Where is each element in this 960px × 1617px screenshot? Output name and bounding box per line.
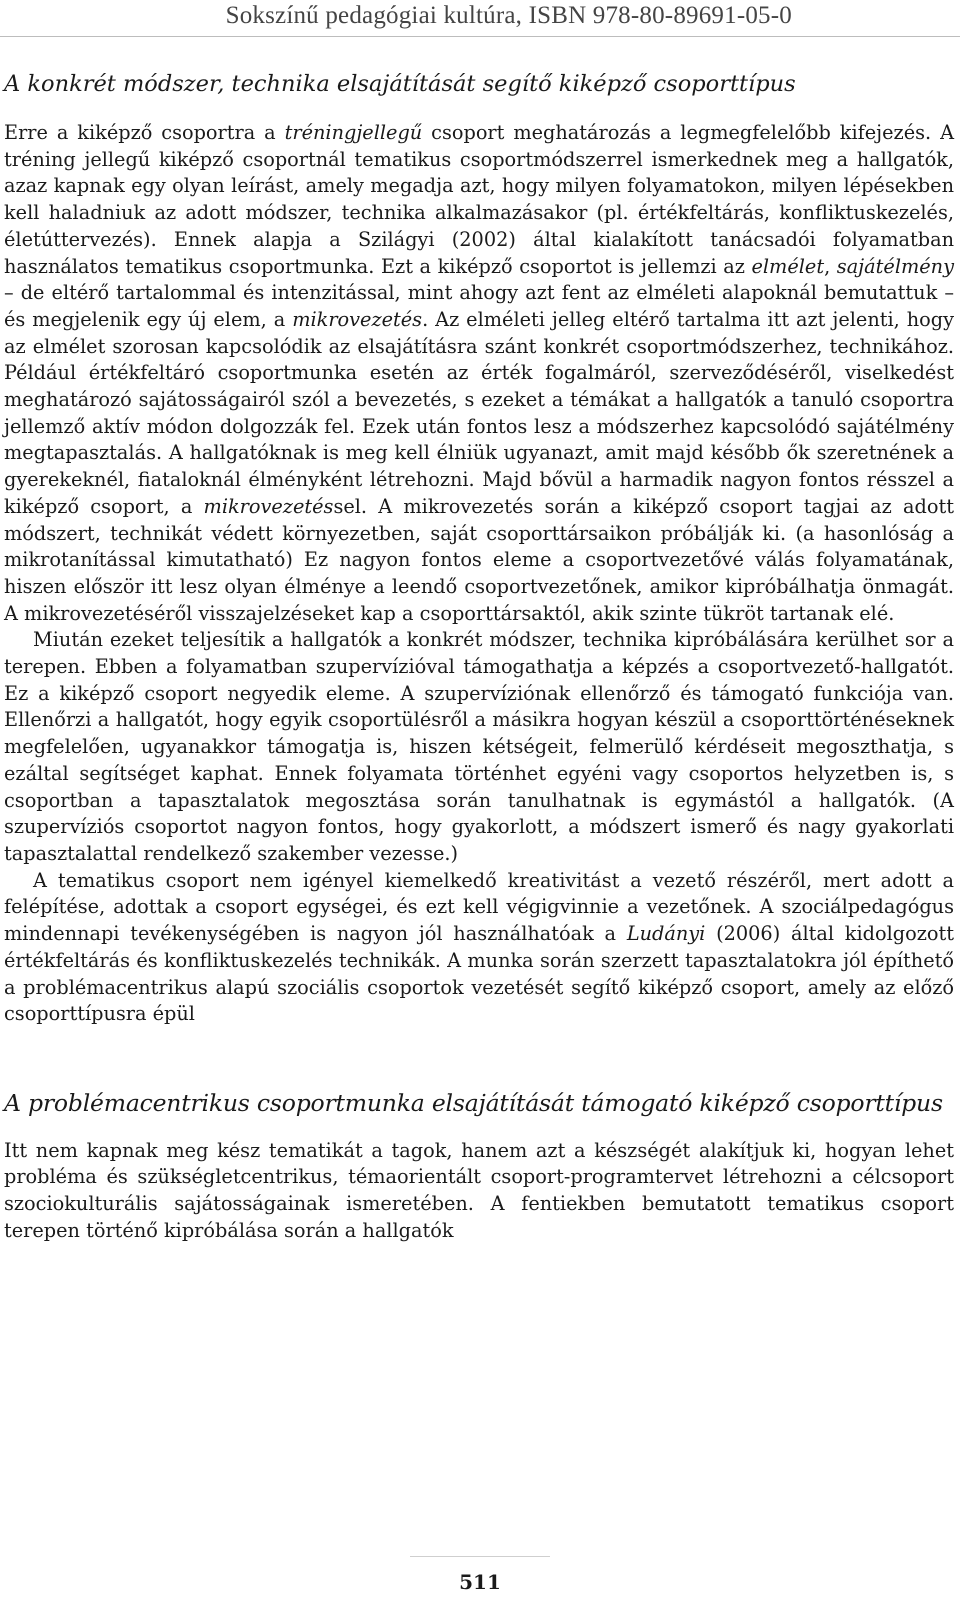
running-header	[0, 0, 960, 40]
text-run: Itt nem kapnak meg kész tematikát a tagok, hanem azt a készségét alakítjuk ki, hogyan lehet probléma és szükségletcentrikus, témaorientált csoport-programtervet létrehozni a célcsoport szociokulturális sajátosságainak ismeretében. A fentiekben bemutatott tematikus csoport terepen történő kipróbálása során a hallgatók	[4, 1138, 954, 1242]
text-run: Miután ezeket teljesítik a hallgatók a konkrét módszer, technika kipróbálására kerülhet sor a terepen. Ebben a folyamatban szupervízióval támogathatja a képzés a csoportvezető-hallgatót. Ez a kiképző csoport negyedik eleme. A szupervíziónak ellenőrző és támogató funkciója van. Ellenőrzi a hallgatót, hogy egyik csoportülésről a másikra hogyan készül a csoporttörténéseknek megfelelően, ugyanakkor támogatja is, hiszen kétségeit, felmerülő kérdéseit megoszthatja, s ezáltal segítséget kaphat. Ennek folyamata történhet egyéni vagy csoportos helyzetben is, s csoportban a tapasztalatok megosztása során tanulhatnak is egymástól a hallgatók. (A szupervíziós csoportot nagyon fontos, hogy gyakorlott, a módszert ismerő és nagy gyakorlati tapasztalattal rendelkező szakember vezesse.)	[4, 628, 954, 865]
italic-term: mikrovezetés	[203, 494, 334, 518]
paragraph-1	[4, 120, 954, 627]
paragraph-4	[4, 1138, 954, 1245]
text-run: – de eltérő tartalommal és intenzitással, mint ahogy azt fent az elméleti alapoknál bemutattuk – és megjelenik egy új elem, a	[4, 281, 954, 331]
section-heading-2: A problémacentrikus csoportmunka elsajátítását támogató kiképző csoporttípus	[4, 1088, 943, 1117]
page-content	[4, 66, 954, 1244]
text-run: ,	[824, 254, 837, 278]
italic-term: Ludányi	[626, 922, 706, 946]
footer-divider	[410, 1556, 550, 1557]
text-run: Erre a kiképző csoportra a	[4, 121, 285, 144]
text-run: A tematikus csoport nem igényel kiemelkedő kreativitást a vezető részéről, mert adott a felépítése, adottak a csoport egységei, és ezt kell végigvinnie a vezetőnek. A szociálpedagógus mindennapi tevékenységében is nagyon jól használhatóak a	[4, 868, 954, 946]
text-run: csoport meghatározás a legmegfelelőbb kifejezés. A tréning jellegű kiképző csoportnál tematikus csoportmódszerrel ismerkednek meg a hallgatók, azaz kapnak egy olyan leírást, amely megadja azt, hogy milyen folyamatokon, milyen lépésekben kell haladniuk az adott módszer, technika alkalmazásakor (pl. értékfeltárás, konfliktuskezelés, életúttervezés). Ennek alapja a Szilágyi (2002) által kialakított tanácsadói folyamatban használatos tematikus csoportmunka. Ezt a kiképző csoportot is jellemzi az	[4, 121, 954, 278]
italic-term: sajátélmény	[836, 254, 954, 278]
text-run: . Az elméleti jelleg eltérő tartalma itt azt jelenti, hogy az elmélet szorosan kapcsolódik az elsajátításra szánt konkrét csoportmódszerhez, technikához. Például értékfeltáró csoportmunka esetén az érték fogalmáról, szerveződéséről, viselkedést meghatározó sajátosságairól szól a bevezetés, s ezeket a témákat a hallgatók a tanuló csoportra jellemző aktív módon dolgozzák fel. Ezek után fontos lesz a módszerhez kapcsolódó sajátélmény megtapasztalás. A hallgatóknak is meg kell élniük ugyanazt, amit majd később ők szeretnének a gyerekeknél, fiataloknál élményként létrehozni. Majd bővül a harmadik nagyon fontos résszel a kiképző csoport, a	[4, 307, 954, 518]
page-number: 511	[459, 1570, 501, 1594]
text-run: (2006) által kidolgozott értékfeltárás és konfliktuskezelés technikák. A munka során szerzett tapasztalatokra jól építhető a problémacentrikus alapú szociális csoportok vezetését segítő kiképző csoport, amely az előző csoporttípusra épül	[4, 922, 954, 1026]
paragraph-3	[4, 868, 954, 1028]
text-run: sel. A mikrovezetés során a kiképző csoport tagjai az adott módszert, technikát védett környezetben, saját csoporttársaikon próbálják ki. (a hasonlóság a mikrotanítással kimutatható) Ez nagyon fontos eleme a csoportvezetővé válás folyamatának, hiszen először itt lesz olyan élménye a leendő csoportvezetőnek, amikor kipróbálhatja önmagát. A mikrovezetéséről visszajelzéseket kap a csoporttársaktól, akik szinte tükröt tartanak elé.	[4, 494, 954, 625]
running-title: Sokszínű pedagógiai kultúra, ISBN 978-80-89691-05-0	[225, 2, 792, 29]
section-heading-1: A konkrét módszer, technika elsajátítását segítő kiképző csoporttípus	[4, 71, 796, 97]
italic-term: elmélet	[751, 254, 825, 278]
header-divider	[0, 36, 960, 37]
paragraph-2	[4, 627, 954, 867]
italic-term: mikrovezetés	[292, 307, 423, 331]
italic-term: tréningjellegű	[284, 121, 423, 144]
